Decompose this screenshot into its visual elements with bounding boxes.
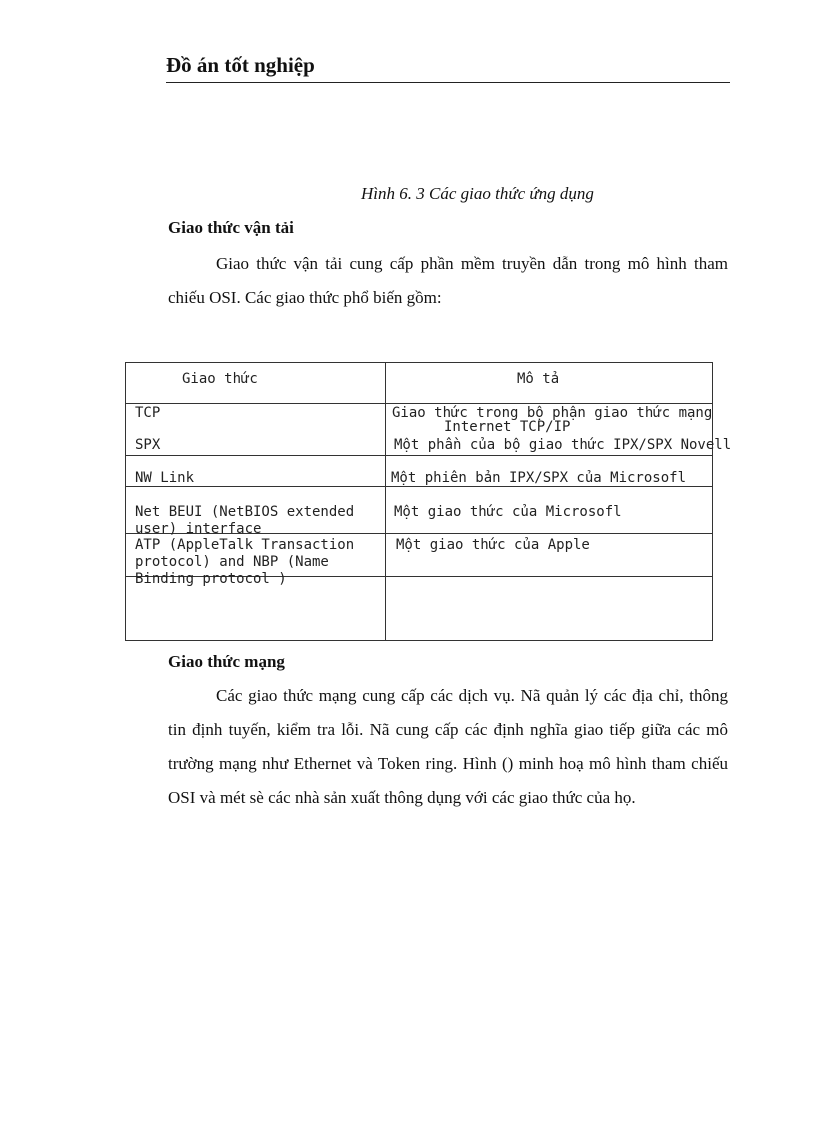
protocol-table — [125, 362, 732, 641]
table-cell-description: Một giao thức của Microsofl — [394, 504, 622, 520]
table-column-divider — [385, 363, 386, 640]
table-header-description: Mô tả — [517, 371, 560, 387]
table-cell-protocol: ATP (AppleTalk Transaction protocol) and NBP (Name Binding protocol ) — [135, 537, 355, 587]
page-header-title: Đồ án tốt nghiệp — [166, 53, 315, 77]
table-header-protocol: Giao thức — [182, 371, 258, 387]
table-cell-description: Internet TCP/IP — [444, 419, 571, 435]
transport-heading: Giao thức vận tải — [168, 218, 294, 237]
table-cell-protocol: Net BEUI (NetBIOS extended user) interface — [135, 504, 355, 537]
table-cell-description: Một giao thức của Apple — [396, 537, 590, 553]
table-cell-description: Một phiên bản IPX/SPX của Microsofl — [391, 470, 687, 486]
table-cell-protocol: SPX — [135, 437, 161, 453]
header-divider — [166, 82, 730, 83]
table-cell-protocol: TCP — [135, 405, 161, 421]
table-cell-protocol: NW Link — [135, 470, 195, 486]
table-row-divider — [126, 403, 712, 404]
table-cell-description: Giao thức trong bộ phận giao thức mạng — [392, 405, 713, 421]
transport-paragraph: Giao thức vận tải cung cấp phần mềm truyền dẫn trong mô hình tham chiếu OSI. Các giao thức phổ biến gồm: — [168, 254, 728, 307]
table-row-divider — [126, 455, 712, 456]
network-heading: Giao thức mạng — [168, 652, 285, 671]
network-paragraph: Các giao thức mạng cung cấp các dịch vụ. Nã quản lý các địa chỉ, thông tin định tuyến, kiểm tra lỗi. Nã cung cấp các định nghĩa giao tiếp giữa các mô trường mạng như Ethernet và Token ring. Hình () minh hoạ mô hình tham chiếu OSI và mét sè các nhà sản xuất thông dụng với các giao thức của họ. — [168, 686, 728, 807]
figure-caption: Hình 6. 3 Các giao thức ứng dụng — [361, 184, 594, 203]
table-cell-description: Một phần của bộ giao thức IPX/SPX Novell — [394, 437, 732, 453]
